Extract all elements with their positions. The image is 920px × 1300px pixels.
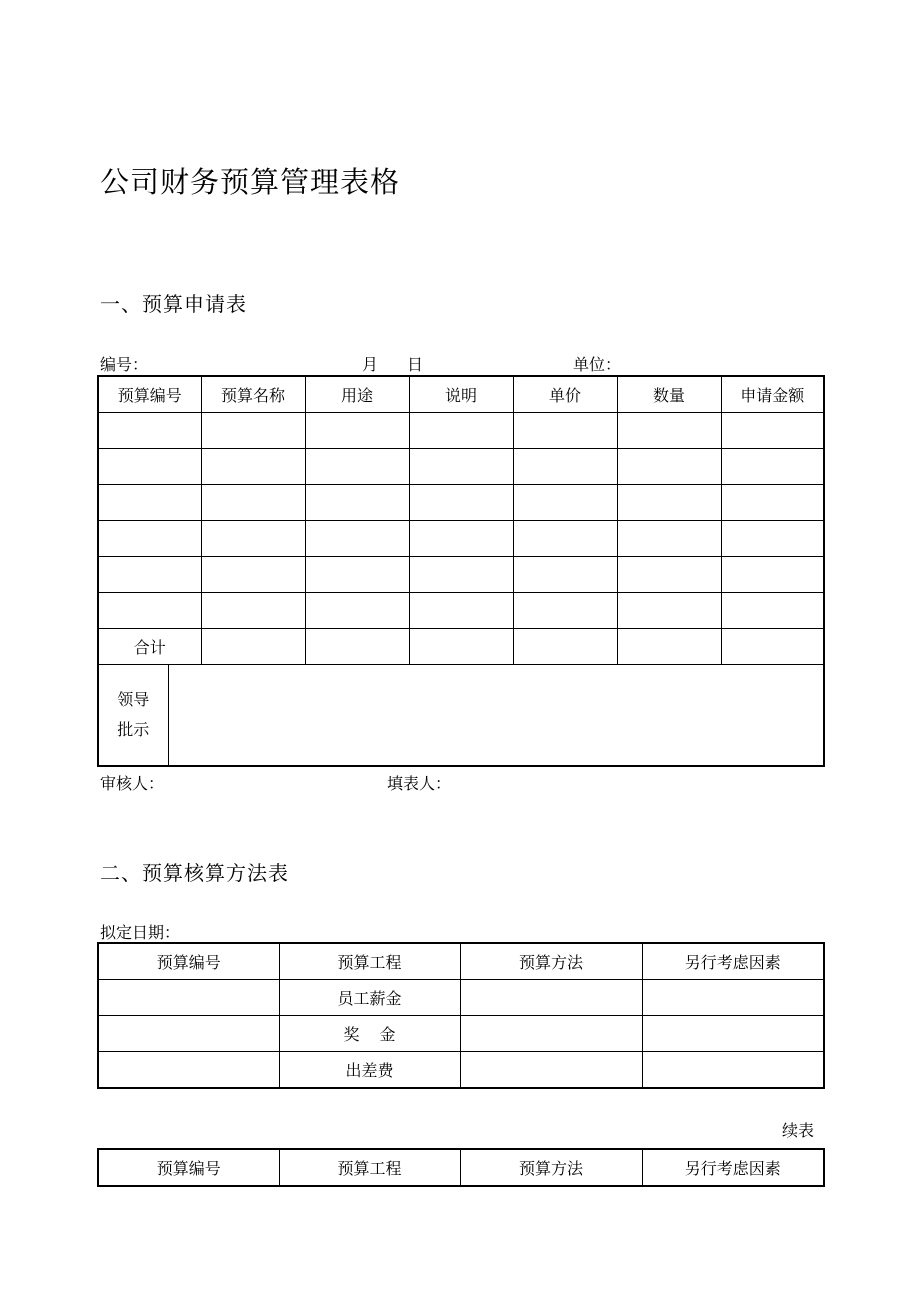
table-row (98, 557, 824, 593)
table-cell[interactable] (98, 980, 279, 1016)
date-label: 拟定日期： (100, 923, 181, 942)
table-cell[interactable] (460, 1016, 642, 1052)
table-cell[interactable] (617, 629, 721, 665)
table-cell[interactable] (721, 629, 824, 665)
table-cell[interactable] (721, 449, 824, 485)
item-text: 奖金 (343, 1025, 416, 1044)
total-label: 合计 (98, 629, 201, 665)
table-cell[interactable] (409, 557, 513, 593)
table-cell[interactable] (305, 449, 409, 485)
header-cell: 另行考虑因素 (642, 943, 824, 980)
table-cell[interactable] (617, 593, 721, 629)
item-cell: 出差费 (279, 1052, 460, 1089)
table-cell[interactable] (721, 413, 824, 449)
table-cell[interactable] (642, 1052, 824, 1089)
table-cell[interactable] (201, 557, 305, 593)
header-cell: 用途 (305, 376, 409, 413)
reviewer-label: 审核人： (100, 774, 165, 793)
budget-application-table (97, 375, 825, 767)
approval-content-cell[interactable] (168, 665, 824, 767)
header-cell: 预算工程 (279, 1149, 460, 1186)
table-cell[interactable] (721, 521, 824, 557)
table-cell[interactable] (460, 980, 642, 1016)
table-cell[interactable] (98, 593, 201, 629)
table-cell[interactable] (305, 593, 409, 629)
table-cell[interactable] (409, 593, 513, 629)
table-row (98, 521, 824, 557)
table-cell[interactable] (201, 629, 305, 665)
header-cell: 预算编号 (98, 943, 279, 980)
table-row (98, 485, 824, 521)
table-cell[interactable] (409, 485, 513, 521)
table-cell[interactable] (513, 629, 617, 665)
approval-label-cell (98, 665, 168, 767)
table-cell[interactable] (617, 413, 721, 449)
table-cell[interactable] (642, 980, 824, 1016)
unit-label: 单位： (573, 355, 622, 374)
document-title: 公司财务预算管理表格 (100, 165, 401, 199)
table-cell[interactable] (721, 593, 824, 629)
table-cell[interactable] (513, 593, 617, 629)
table-cell[interactable] (98, 557, 201, 593)
table-cell[interactable] (98, 521, 201, 557)
table-cell[interactable] (617, 557, 721, 593)
table-cell[interactable] (98, 485, 201, 521)
item-cell: 员工薪金 (279, 980, 460, 1016)
table-cell[interactable] (409, 521, 513, 557)
table-header-row (98, 1149, 824, 1186)
table-cell[interactable] (617, 485, 721, 521)
day-label: 日 (407, 355, 424, 374)
header-cell: 预算工程 (279, 943, 460, 980)
table-cell[interactable] (513, 521, 617, 557)
approval-row (98, 665, 824, 767)
header-cell: 另行考虑因素 (642, 1149, 824, 1186)
table-cell[interactable] (98, 449, 201, 485)
table-cell[interactable] (201, 593, 305, 629)
header-cell: 单价 (513, 376, 617, 413)
continued-label: 续表 (782, 1121, 815, 1140)
filler-label: 填表人： (387, 774, 452, 793)
table-cell[interactable] (409, 629, 513, 665)
table-cell[interactable] (201, 413, 305, 449)
item-cell (279, 1016, 460, 1052)
table-cell[interactable] (305, 629, 409, 665)
table-cell[interactable] (98, 1016, 279, 1052)
table-row (98, 449, 824, 485)
total-row (98, 629, 824, 665)
table-cell[interactable] (721, 485, 824, 521)
table-row (98, 980, 824, 1016)
table-cell[interactable] (513, 449, 617, 485)
table-row (98, 413, 824, 449)
table-header-row (98, 376, 824, 413)
header-cell: 预算方法 (460, 943, 642, 980)
header-cell: 预算方法 (460, 1149, 642, 1186)
approval-label-line2: 批示 (117, 720, 150, 739)
table-header-row (98, 943, 824, 980)
table-cell[interactable] (201, 449, 305, 485)
continued-method-table (97, 1148, 825, 1187)
header-cell: 预算编号 (98, 376, 201, 413)
table-cell[interactable] (98, 413, 201, 449)
header-cell: 数量 (617, 376, 721, 413)
table-cell[interactable] (305, 485, 409, 521)
table-cell[interactable] (305, 557, 409, 593)
header-cell: 说明 (409, 376, 513, 413)
table-row (98, 1016, 824, 1052)
table-cell[interactable] (460, 1052, 642, 1089)
table-cell[interactable] (617, 449, 721, 485)
budget-method-table (97, 942, 825, 1089)
table-cell[interactable] (513, 557, 617, 593)
table-cell[interactable] (513, 485, 617, 521)
table-row (98, 1052, 824, 1089)
table-cell[interactable] (409, 449, 513, 485)
number-label: 编号： (100, 355, 149, 374)
header-cell: 预算编号 (98, 1149, 279, 1186)
table-row (98, 593, 824, 629)
approval-label-line1: 领导 (117, 690, 150, 709)
table-cell[interactable] (201, 485, 305, 521)
table-cell[interactable] (513, 413, 617, 449)
table-cell[interactable] (305, 521, 409, 557)
table-cell[interactable] (305, 413, 409, 449)
section-heading-application: 一、预算申请表 (100, 292, 247, 316)
table-cell[interactable] (617, 521, 721, 557)
table-cell[interactable] (721, 557, 824, 593)
table-cell[interactable] (642, 1016, 824, 1052)
table-cell[interactable] (409, 413, 513, 449)
header-cell: 申请金额 (721, 376, 824, 413)
table-cell[interactable] (98, 1052, 279, 1089)
section-heading-method: 二、预算核算方法表 (100, 861, 289, 885)
month-label: 月 (362, 355, 379, 374)
header-cell: 预算名称 (201, 376, 305, 413)
table-cell[interactable] (201, 521, 305, 557)
